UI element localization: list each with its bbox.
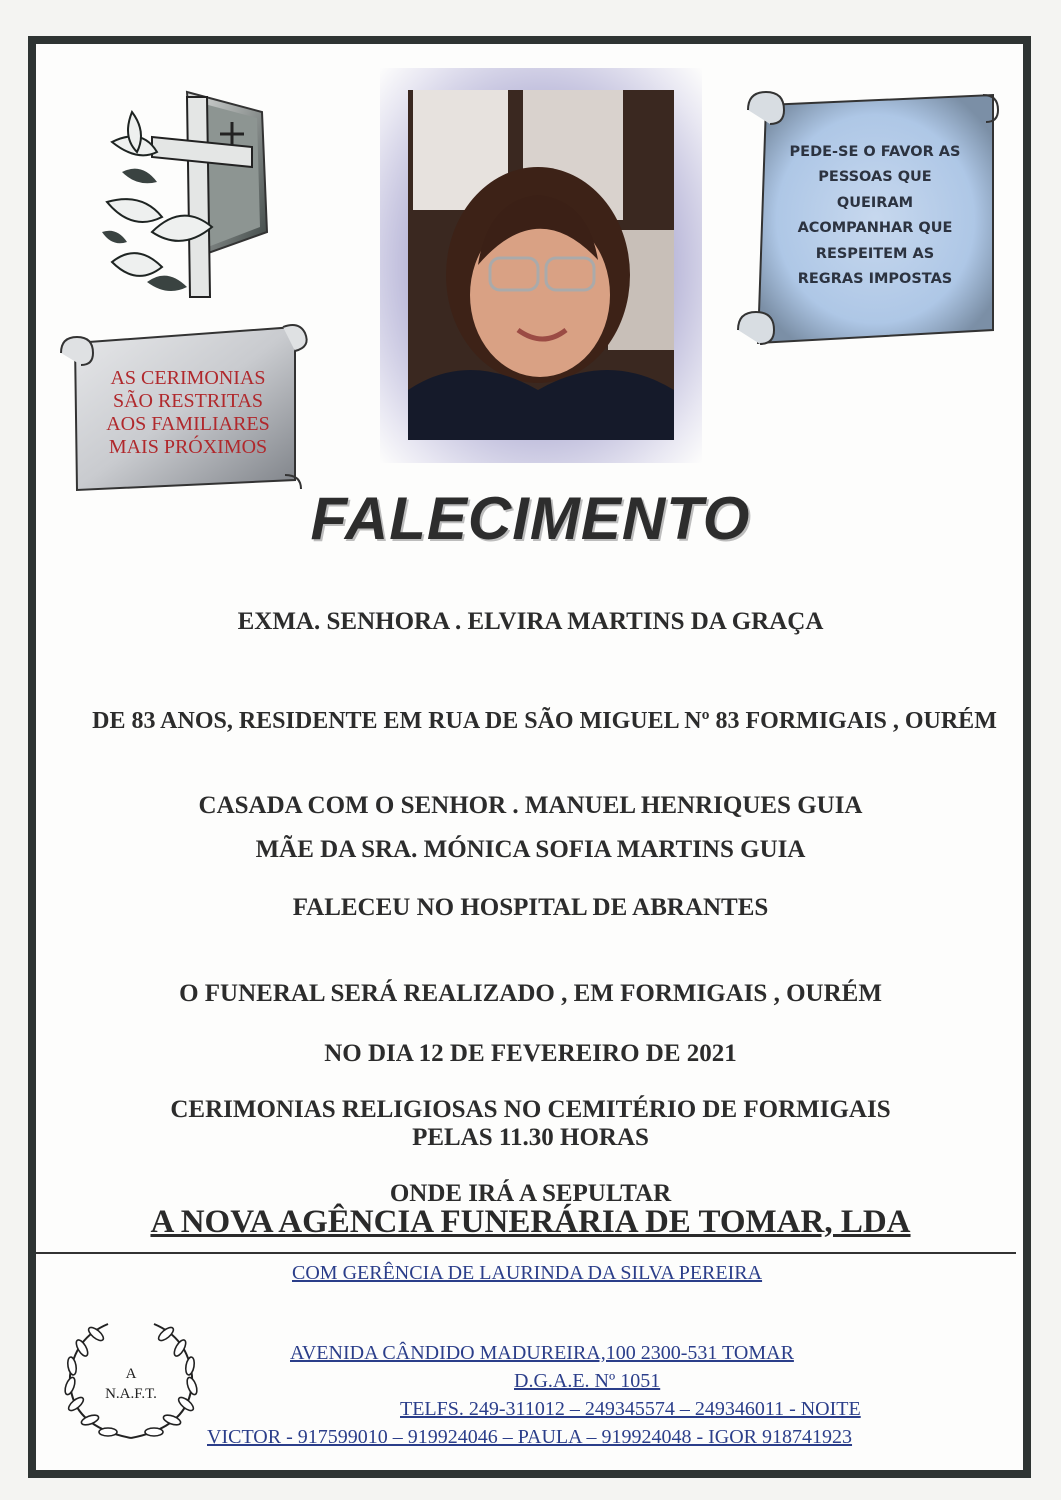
scroll-right-text: PEDE-SE O FAVOR AS PESSOAS QUE QUEIRAM ACOMPANHAR QUE RESPEITEM AS REGRAS IMPOSTAS [789,144,961,287]
scroll-restricted-ceremonies [55,315,315,495]
scroll-request-notice [728,85,1008,353]
laurel-wreath-icon [58,1316,204,1446]
agency-address: AVENIDA CÂNDIDO MADUREIRA,100 2300-531 TOMAR [290,1342,794,1364]
deceased-name: EXMA. SENHORA . ELVIRA MARTINS DA GRAÇA [237,608,824,635]
agency-management: COM GERÊNCIA DE LAURINDA DA SILVA PEREIRA [292,1262,763,1284]
deceased-portrait [408,90,674,440]
cross-lily-emblem [92,82,292,302]
spouse-line: CASADA COM O SENHOR . MANUEL HENRIQUES GUIA [198,792,863,819]
agency-name: A NOVA AGÊNCIA FUNERÁRIA DE TOMAR, LDA [150,1204,911,1240]
funeral-date: NO DIA 12 DE FEVEREIRO DE 2021 [324,1040,737,1067]
notice-title: FALECIMENTO [310,485,751,552]
agency-contacts: VICTOR - 917599010 – 919924046 – PAULA – 919924048 - IGOR 918741923 [207,1426,853,1448]
mother-line: MÃE DA SRA. MÓNICA SOFIA MARTINS GUIA [255,836,806,863]
naft-laurel-logo [58,1316,204,1446]
logo-letter-a: A [125,1366,137,1382]
funeral-location: O FUNERAL SERÁ REALIZADO , EM FORMIGAIS , OURÉM [179,980,882,1007]
ceremonies-location: CERIMONIAS RELIGIOSAS NO CEMITÉRIO DE FORMIGAIS [170,1096,891,1123]
scroll-left-text: AS CERIMONIAS SÃO RESTRITAS AOS FAMILIARES MAIS PRÓXIMOS [106,367,270,458]
logo-naft: N.A.F.T. [105,1386,157,1402]
portrait-frame [380,68,702,463]
agency-dgae: D.G.A.E. Nº 1051 [514,1370,661,1392]
agency-phones: TELFS. 249-311012 – 249345574 – 249346011 - NOITE [400,1398,861,1420]
place-of-death: FALECEU NO HOSPITAL DE ABRANTES [292,894,769,921]
burial-line: ONDE IRÁ A SEPULTAR [389,1180,672,1207]
age-residence: DE 83 ANOS, RESIDENTE EM RUA DE SÃO MIGUEL Nº 83 FORMIGAIS , OURÉM [92,708,997,734]
separator-line [36,1252,1016,1254]
ceremonies-time: PELAS 11.30 HORAS [412,1124,649,1151]
